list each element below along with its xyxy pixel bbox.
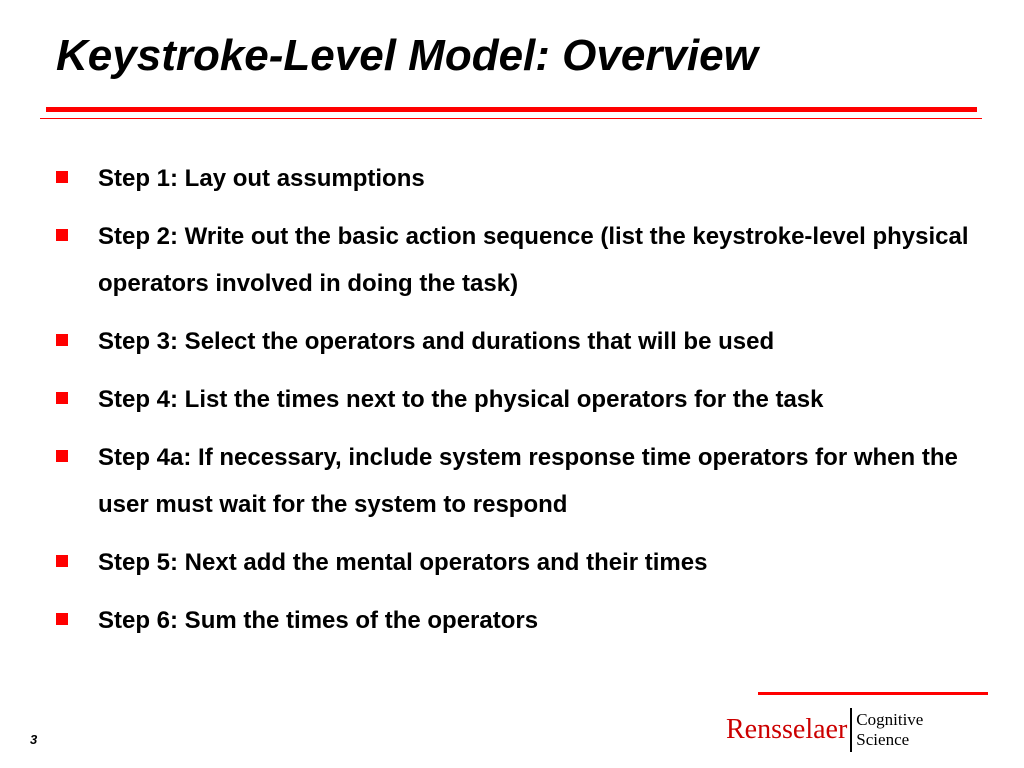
logo-divider [850, 708, 852, 752]
title-underline-thin [40, 118, 982, 119]
bullet-item-step-6 [56, 597, 976, 644]
bullet-list [56, 155, 976, 655]
bullet-item-step-1 [56, 155, 976, 202]
page-number: 3 [30, 732, 38, 747]
bullet-text: Step 6: Sum the times of the operators [98, 607, 539, 634]
square-bullet-icon [56, 450, 68, 462]
square-bullet-icon [56, 555, 68, 567]
bullet-text: Step 4a: If necessary, include system response time operators for when the user must wait for the system to respond [98, 444, 958, 518]
square-bullet-icon [56, 334, 68, 346]
square-bullet-icon [56, 229, 68, 241]
bullet-text: Step 4: List the times next to the physical operators for the task [98, 386, 824, 413]
square-bullet-icon [56, 392, 68, 404]
bullet-text: Step 1: Lay out assumptions [98, 165, 425, 192]
rensselaer-logo [726, 706, 923, 754]
bullet-item-step-3 [56, 318, 976, 365]
bullet-text: Step 5: Next add the mental operators and their times [98, 549, 708, 576]
bullet-item-step-2 [56, 213, 976, 307]
bullet-item-step-5 [56, 539, 976, 586]
square-bullet-icon [56, 171, 68, 183]
logo-name: Rensselaer [726, 714, 848, 745]
bullet-text: Step 3: Select the operators and durations that will be used [98, 328, 775, 355]
bullet-item-step-4 [56, 376, 976, 423]
square-bullet-icon [56, 613, 68, 625]
title-underline-thick [46, 107, 977, 112]
bullet-text: Step 2: Write out the basic action sequence (list the keystroke-level physical operators involved in doing the task) [98, 223, 969, 297]
logo-department [856, 710, 923, 750]
logo-dept-line-1: Cognitive [856, 710, 924, 729]
bullet-item-step-4a [56, 434, 976, 528]
slide-title: Keystroke-Level Model: Overview [56, 31, 758, 80]
footer-rule [758, 692, 988, 695]
logo-dept-line-2: Science [856, 730, 910, 749]
